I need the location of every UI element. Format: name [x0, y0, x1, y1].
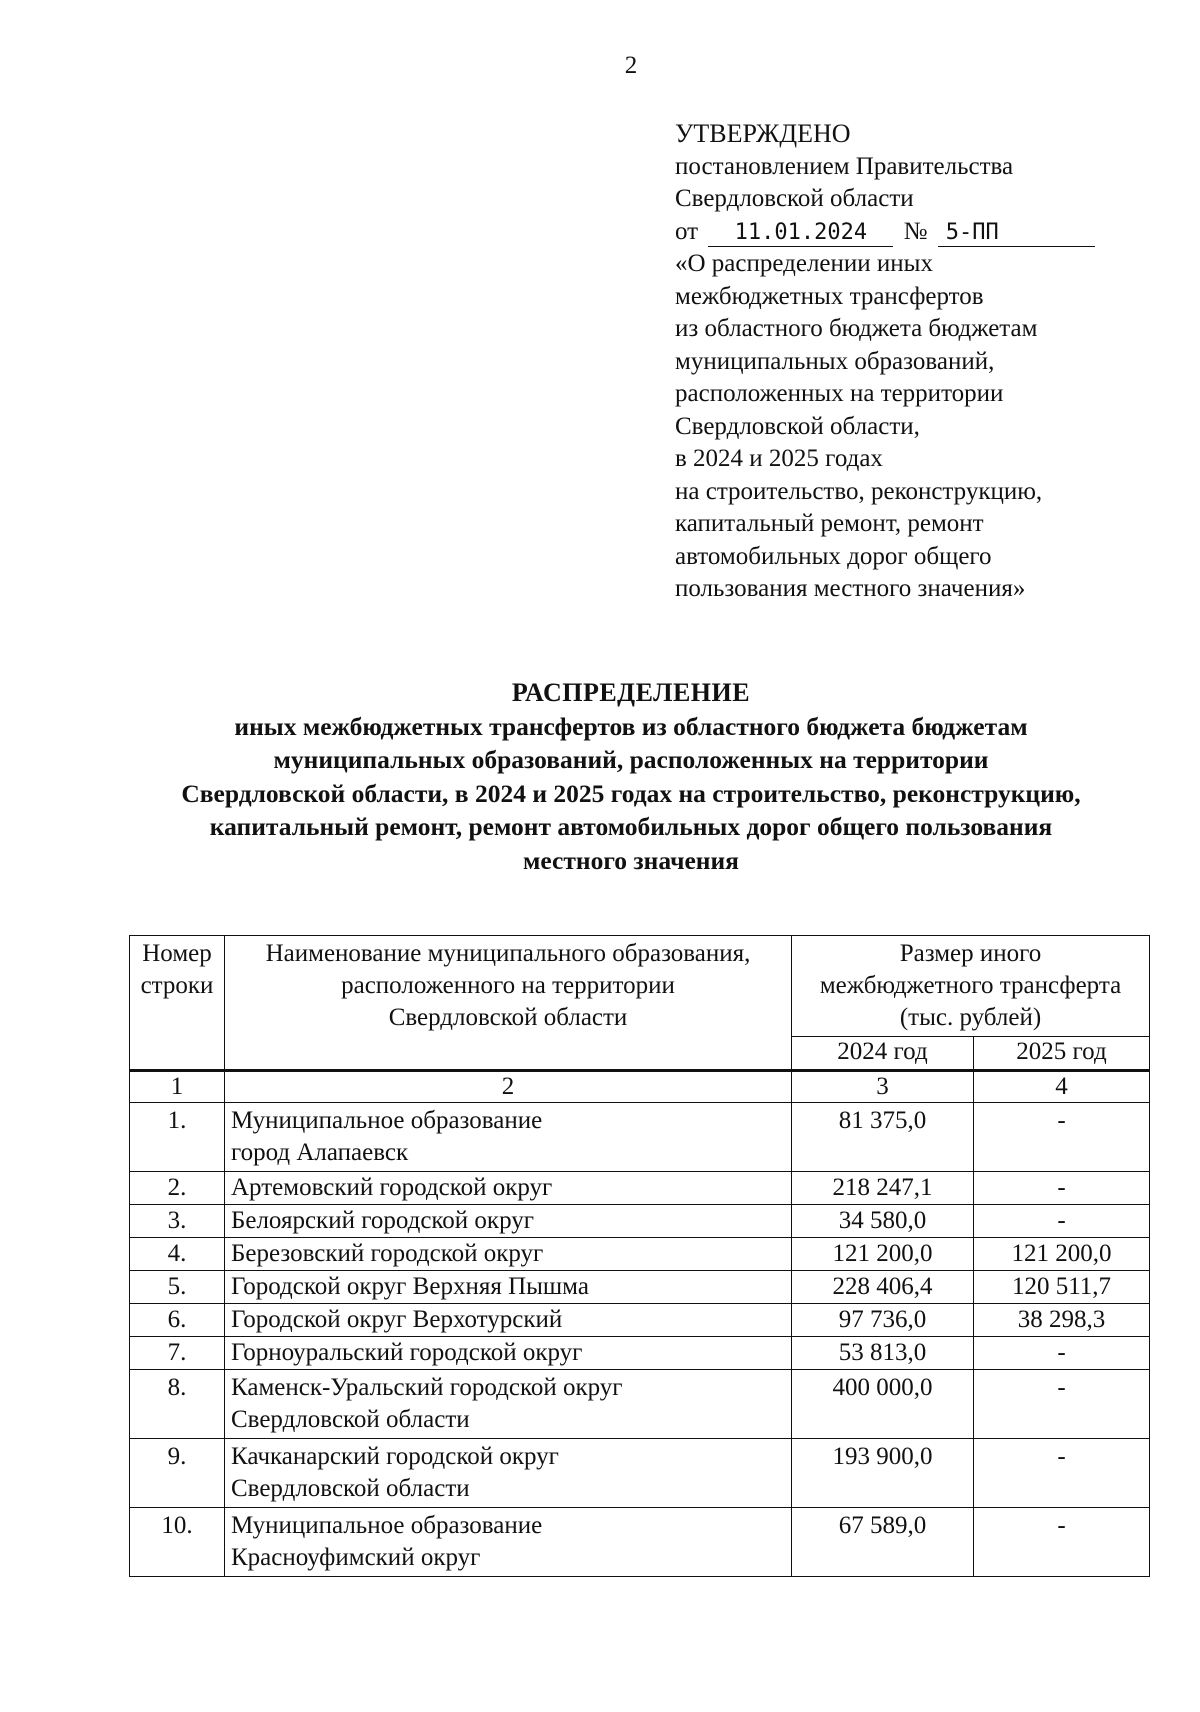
approval-date: 11.01.2024	[708, 220, 893, 247]
table-row	[130, 1370, 1150, 1439]
row-number: 10.	[130, 1508, 225, 1577]
header-text: Наименование муниципального образования,	[265, 940, 751, 967]
row-name: Городской округ Верхотурский	[225, 1304, 792, 1337]
row-amount-2024: 193 900,0	[792, 1439, 974, 1508]
title-line: Свердловской области, в 2024 и 2025 годах на строительство, реконструкцию,	[181, 778, 1081, 808]
date-prefix: от	[675, 217, 699, 245]
row-number: 2.	[130, 1172, 225, 1205]
header-row-number	[130, 936, 225, 1071]
row-name-line: Муниципальное образование	[231, 1107, 543, 1134]
row-name-line: Свердловской области	[231, 1475, 470, 1502]
subject-line: расположенных на территории	[675, 380, 1004, 407]
row-number: 5.	[130, 1271, 225, 1304]
row-amount-2025: -	[974, 1205, 1150, 1238]
row-number: 1.	[130, 1103, 225, 1172]
column-number-row	[130, 1071, 1150, 1103]
row-name: Горноуральский городской округ	[225, 1337, 792, 1370]
row-name: Белоярский городской округ	[225, 1205, 792, 1238]
row-name	[225, 1103, 792, 1172]
row-number: 7.	[130, 1337, 225, 1370]
header-amount	[792, 936, 1150, 1037]
title-line: местного значения	[523, 845, 739, 875]
header-text: Свердловской области	[388, 1004, 628, 1031]
column-number: 4	[974, 1071, 1150, 1103]
header-text: Размер иного	[899, 940, 1042, 967]
header-text: (тыс. рублей)	[899, 1004, 1042, 1031]
header-name	[225, 936, 792, 1071]
subject-line: на строительство, реконструкцию,	[675, 477, 1043, 505]
header-year-2024: 2024 год	[792, 1037, 974, 1071]
header-year-2025: 2025 год	[974, 1037, 1150, 1071]
table-row	[130, 1205, 1150, 1238]
row-number: 6.	[130, 1304, 225, 1337]
column-number: 2	[225, 1071, 792, 1103]
row-amount-2025: -	[974, 1337, 1150, 1370]
row-name-line: Красноуфимский округ	[231, 1544, 481, 1571]
subject-line: пользования местного значения»	[675, 575, 1026, 602]
row-amount-2024: 121 200,0	[792, 1238, 974, 1271]
subject-line: межбюджетных трансфертов	[675, 282, 984, 310]
row-amount-2025: -	[974, 1172, 1150, 1205]
table-row	[130, 1238, 1150, 1271]
row-amount-2024: 228 406,4	[792, 1271, 974, 1304]
approval-line-1: постановлением Правительства	[675, 152, 1014, 180]
subject-line: в 2024 и 2025 годах	[675, 445, 883, 472]
row-amount-2024: 81 375,0	[792, 1103, 974, 1172]
row-amount-2025: -	[974, 1370, 1150, 1439]
row-amount-2024: 53 813,0	[792, 1337, 974, 1370]
subject-line: Свердловской области,	[675, 412, 920, 440]
title-line: иных межбюджетных трансфертов из областного бюджета бюджетам	[234, 711, 1028, 741]
row-amount-2025: 38 298,3	[974, 1304, 1150, 1337]
approval-heading: УТВЕРЖДЕНО	[675, 119, 851, 148]
row-amount-2025: 121 200,0	[974, 1238, 1150, 1271]
row-amount-2024: 218 247,1	[792, 1172, 974, 1205]
subject-line: «О распределении иных	[675, 250, 933, 277]
document-title	[100, 676, 1162, 877]
row-name-line: Свердловской области	[231, 1406, 470, 1433]
row-name-line: Каменск-Уральский городской округ	[231, 1374, 623, 1401]
page-number: 2	[624, 52, 638, 79]
row-amount-2024: 400 000,0	[792, 1370, 974, 1439]
row-amount-2025: -	[974, 1508, 1150, 1577]
row-number: 8.	[130, 1370, 225, 1439]
subject-line: автомобильных дорог общего	[675, 542, 992, 570]
row-name: Городской округ Верхняя Пышма	[225, 1271, 792, 1304]
column-number: 3	[792, 1071, 974, 1103]
row-amount-2024: 97 736,0	[792, 1304, 974, 1337]
subject-line: капитальный ремонт, ремонт	[675, 510, 984, 537]
table-row	[130, 1439, 1150, 1508]
row-name	[225, 1370, 792, 1439]
approval-number: 5-ПП	[938, 220, 1095, 247]
row-name-line: Муниципальное образование	[231, 1512, 543, 1539]
row-amount-2024: 67 589,0	[792, 1508, 974, 1577]
approval-line-2: Свердловской области	[675, 185, 914, 212]
row-name: Артемовский городской округ	[225, 1172, 792, 1205]
row-name: Березовский городской округ	[225, 1238, 792, 1271]
row-amount-2025: 120 511,7	[974, 1271, 1150, 1304]
table-row	[130, 1172, 1150, 1205]
column-number: 1	[130, 1071, 225, 1103]
row-name-line: Качканарский городской округ	[231, 1443, 559, 1470]
approval-date-line	[675, 216, 1175, 249]
row-amount-2024: 34 580,0	[792, 1205, 974, 1238]
approval-block	[675, 118, 1175, 606]
header-text: строки	[140, 972, 214, 999]
row-number: 4.	[130, 1238, 225, 1271]
row-name	[225, 1508, 792, 1577]
table-row	[130, 1103, 1150, 1172]
distribution-table	[129, 935, 1150, 1577]
row-name	[225, 1439, 792, 1508]
approval-subject	[675, 248, 1175, 606]
header-text: Номер	[142, 940, 212, 967]
row-number: 3.	[130, 1205, 225, 1238]
row-number: 9.	[130, 1439, 225, 1508]
title-line: муниципальных образований, расположенных на территории	[273, 745, 989, 774]
subject-line: из областного бюджета бюджетам	[675, 315, 1038, 342]
table-row	[130, 1508, 1150, 1577]
table-header-row	[130, 936, 1150, 1037]
table-row	[130, 1304, 1150, 1337]
header-text: расположенного на территории	[341, 972, 675, 999]
header-text: межбюджетного трансферта	[819, 972, 1122, 999]
row-amount-2025: -	[974, 1439, 1150, 1508]
table-row	[130, 1337, 1150, 1370]
title-main: РАСПРЕДЕЛЕНИЕ	[511, 678, 751, 707]
row-amount-2025: -	[974, 1103, 1150, 1172]
number-prefix: №	[903, 217, 928, 245]
row-name-line: город Алапаевск	[231, 1139, 409, 1166]
subject-line: муниципальных образований,	[675, 347, 995, 375]
table-row	[130, 1271, 1150, 1304]
title-line: капитальный ремонт, ремонт автомобильных дорог общего пользования	[209, 812, 1053, 841]
